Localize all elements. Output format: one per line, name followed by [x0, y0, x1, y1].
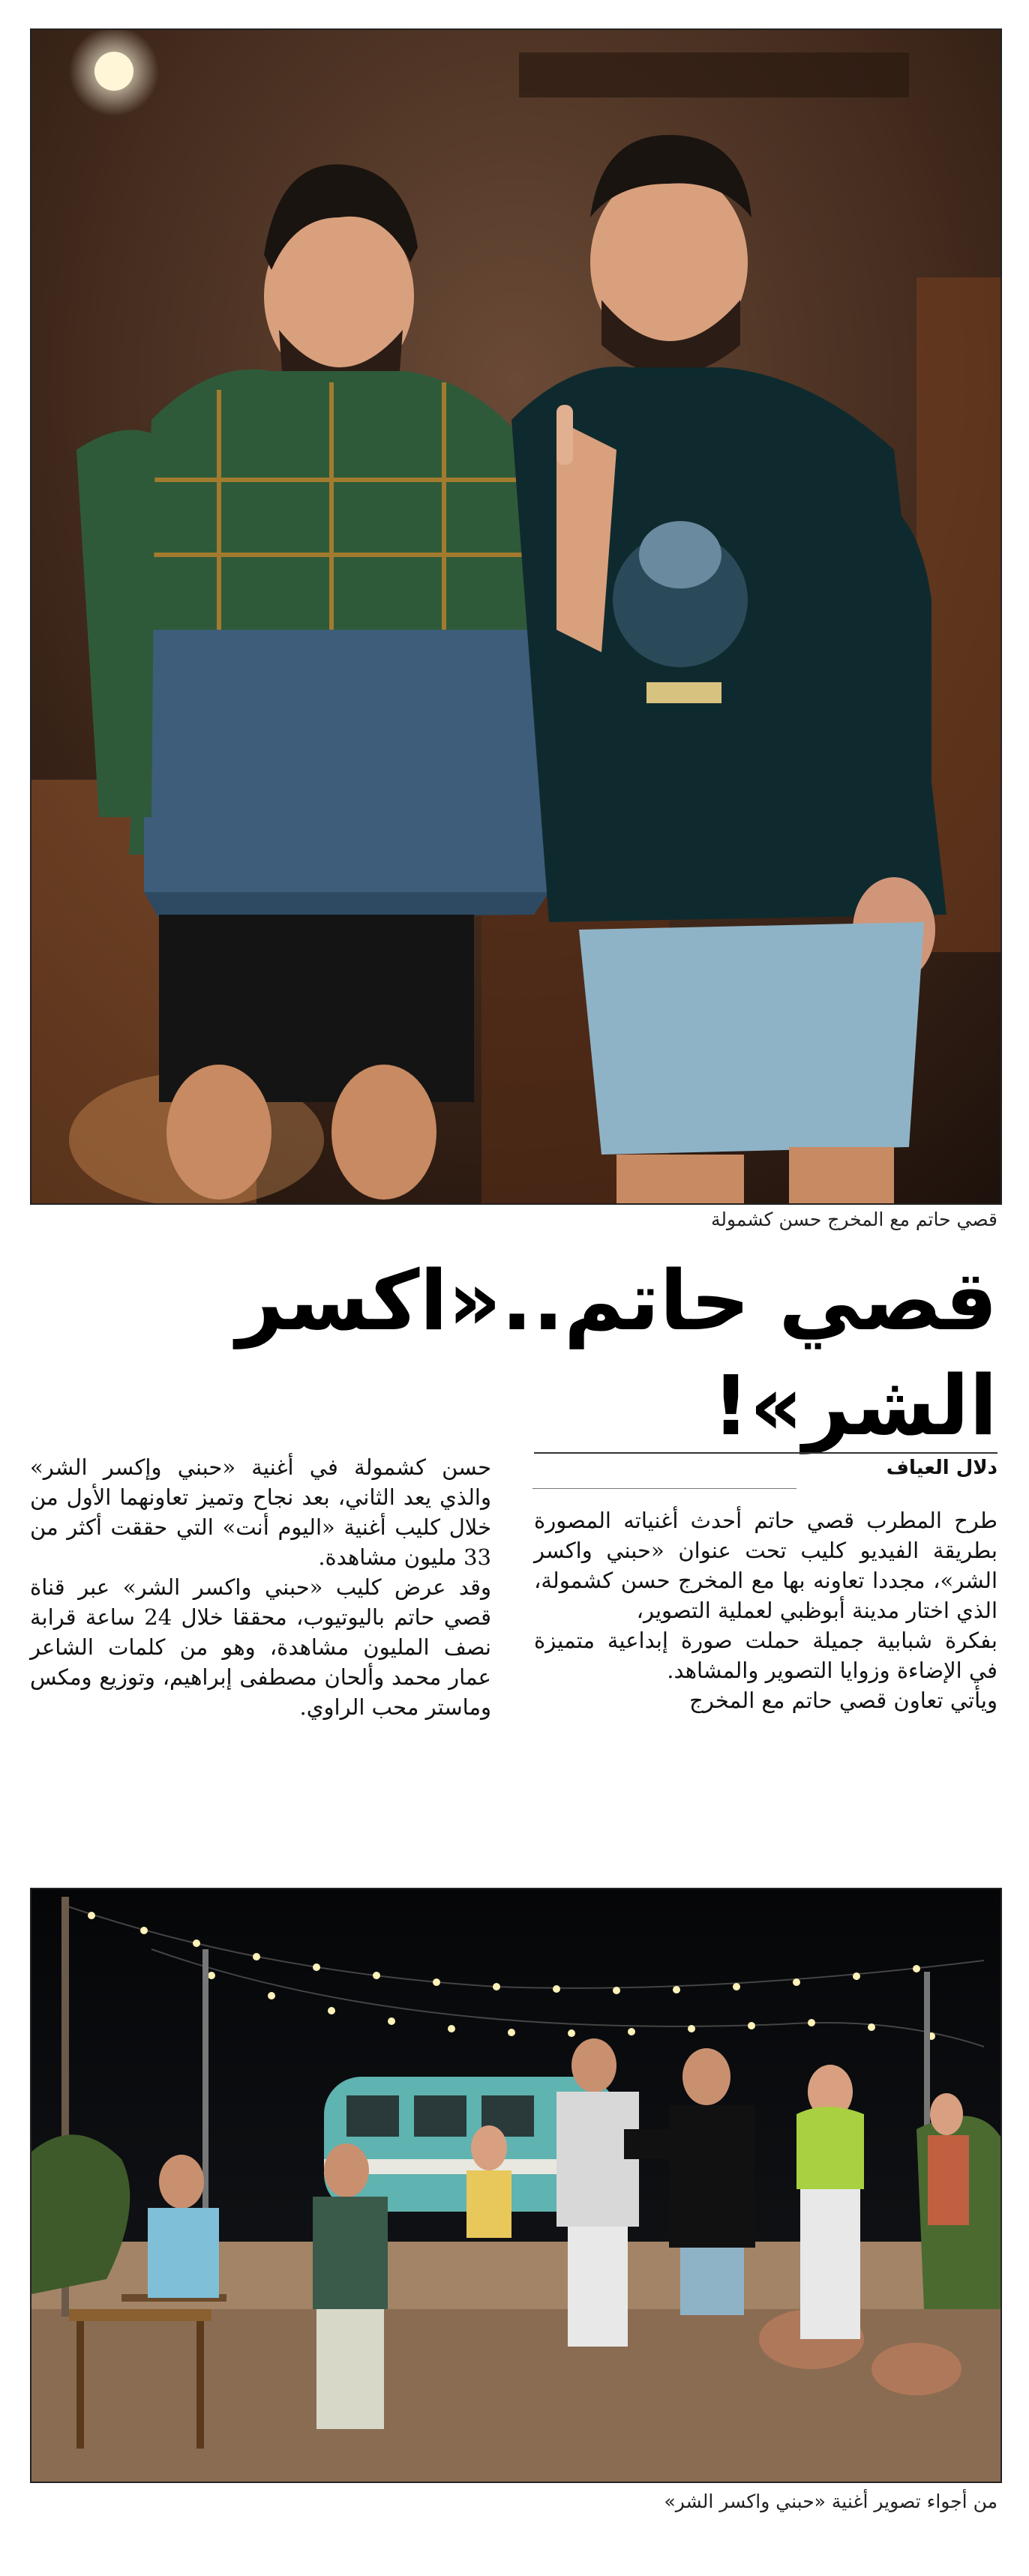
article-right-column [534, 1505, 998, 1715]
top-photo-caption: قصي حاتم مع المخرج حسن كشمولة [710, 1209, 998, 1230]
article-left-column [30, 1452, 491, 1722]
bottom-photo-caption: من أجواء تصوير أغنية «حبني واكسر الشر» [664, 2491, 998, 2512]
byline-underline [532, 1488, 796, 1489]
top-photo [30, 28, 1002, 1205]
bottom-photo-illustration [32, 1889, 1000, 2482]
headline: قصي حاتم..«اكسر الشر»! [236, 1253, 998, 1454]
byline: دلال العياف [886, 1457, 998, 1479]
article-paragraph: ويأتي تعاون قصي حاتم مع المخرج [689, 1688, 998, 1713]
article-paragraph: طرح المطرب قصي حاتم أحدث أغنياته المصورة بطريقة الفيديو كليب تحت عنوان «حبني واكسر الشر»، مجددا تعاونه بها مع المخرج حسن كشمولة، الذي اختار مدينة أبوظبي لعملية التصوير، [534, 1508, 998, 1623]
article-paragraph: وقد عرض كليب «حبني واكسر الشر» عبر قناة قصي حاتم باليوتيوب، محققا خلال 24 ساعة قرابة نصف المليون مشاهدة، وهو من كلمات الشاعر عمار محمد وألحان مصطفى إبراهيم، وتوزيع ومكس وماستر محب الراوي. [30, 1574, 491, 1720]
byline-rule [534, 1452, 998, 1454]
top-photo-illustration [32, 30, 1000, 1203]
article-paragraph: حسن كشمولة في أغنية «حبني وإكسر الشر» والذي يعد الثاني، بعد نجاح وتميز تعاونهما الأول من خلال كليب أغنية «اليوم أنت» التي حققت أكثر من 33 مليون مشاهدة. [30, 1454, 491, 1570]
article-paragraph: بفكرة شبابية جميلة حملت صورة إبداعية متميزة في الإضاءة وزوايا التصوير والمشاهد. [534, 1628, 998, 1683]
bottom-photo [30, 1888, 1002, 2483]
